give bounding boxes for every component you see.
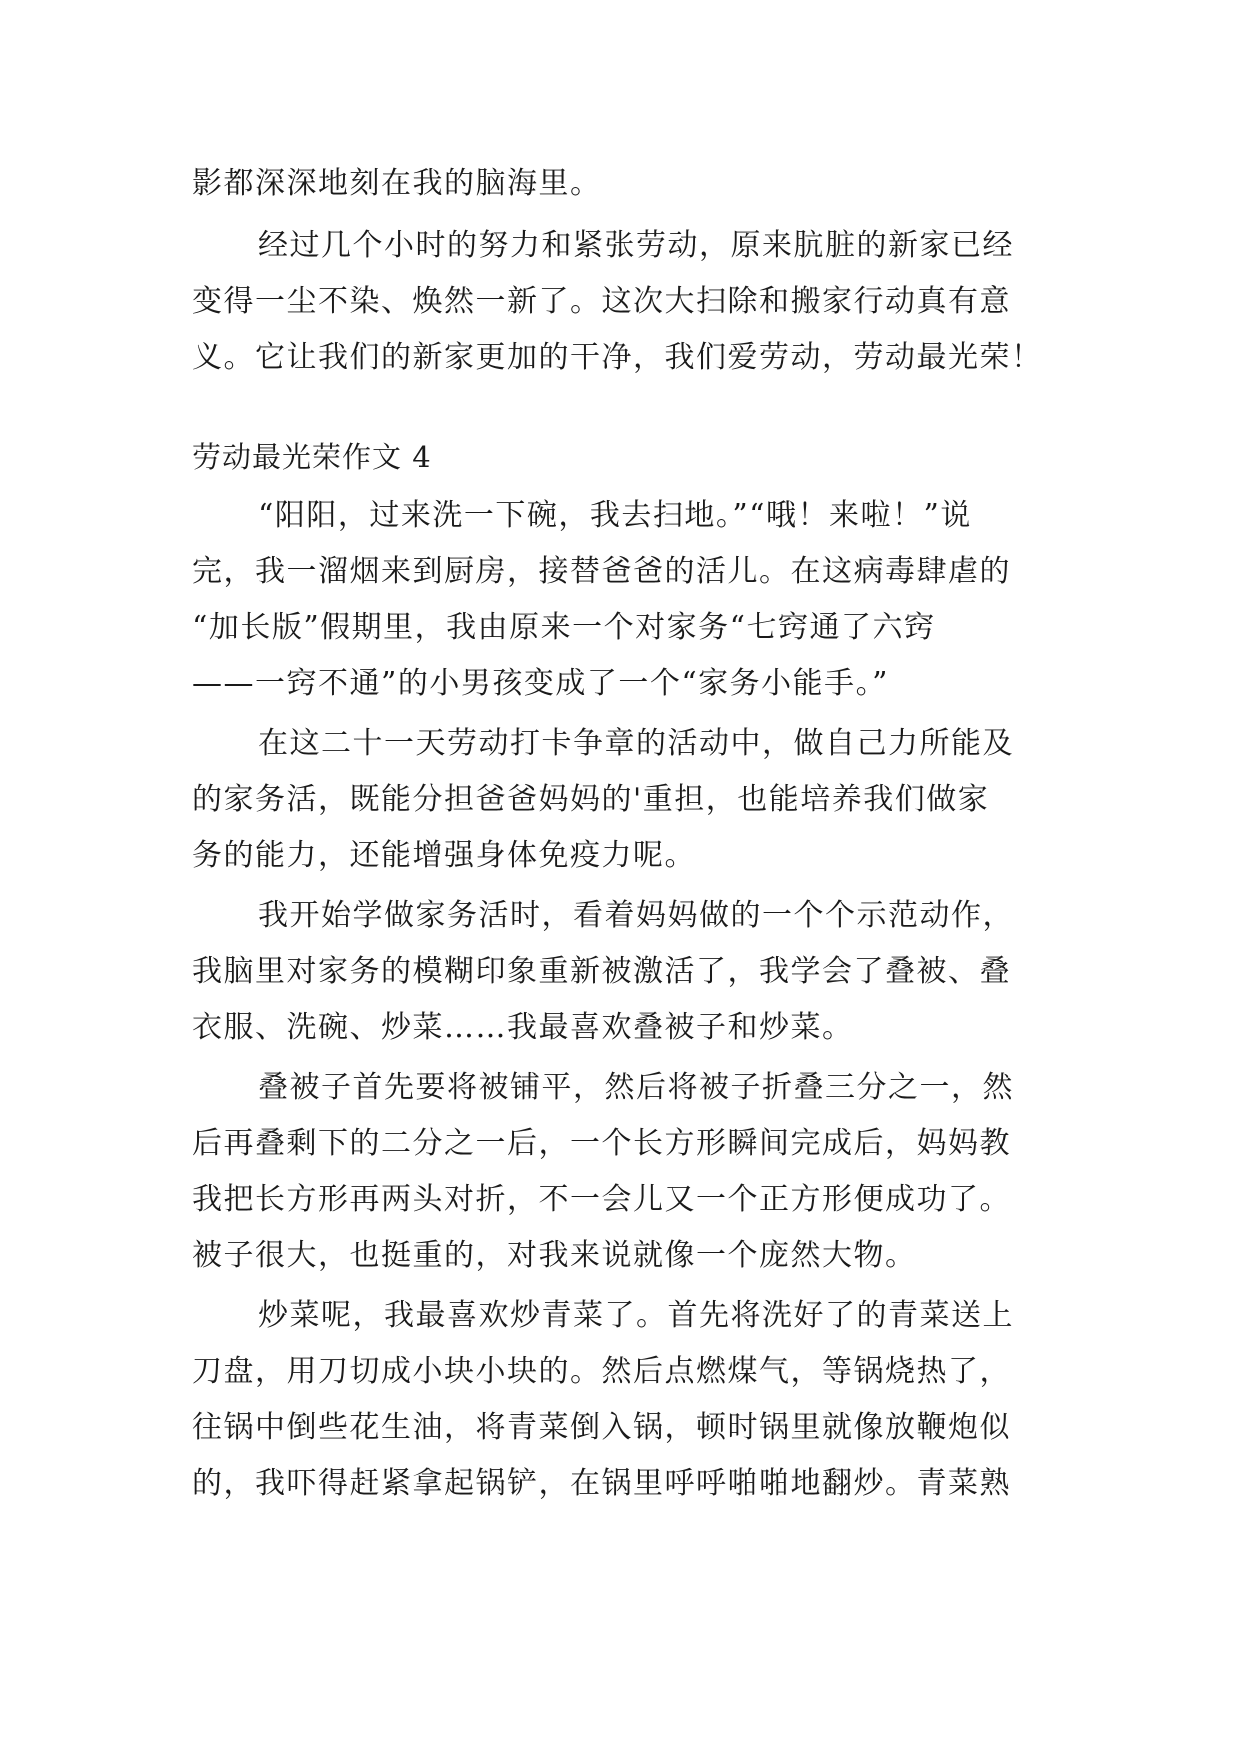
text-line: ——一窍不通”的小男孩变成了一个“家务小能手。” — [192, 666, 890, 701]
text-line: 影都深深地刻在我的脑海里。 — [192, 166, 602, 201]
text-line: 后再叠剩下的二分之一后，一个长方形瞬间完成后，妈妈教 — [192, 1126, 1011, 1161]
text-line: 务的能力，还能增强身体免疫力呢。 — [192, 838, 696, 873]
text-line: 刀盘，用刀切成小块小块的。然后点燃煤气，等锅烧热了， — [192, 1354, 1011, 1389]
paragraph-first-line: 在这二十一天劳动打卡争章的活动中，做自己力所能及 — [258, 726, 1014, 761]
text-line: 的家务活，既能分担爸爸妈妈的'重担，也能培养我们做家 — [192, 782, 990, 817]
paragraph-first-line: “阳阳，过来洗一下碗，我去扫地。”“哦！来啦！”说 — [258, 498, 972, 533]
text-line: 衣服、洗碗、炒菜……我最喜欢叠被子和炒菜。 — [192, 1010, 854, 1045]
paragraph-first-line: 叠被子首先要将被铺平，然后将被子折叠三分之一，然 — [258, 1070, 1014, 1105]
paragraph-first-line: 炒菜呢，我最喜欢炒青菜了。首先将洗好了的青菜送上 — [258, 1298, 1014, 1333]
section-heading: 劳动最光荣作文 4 — [192, 440, 432, 474]
text-line: 变得一尘不染、焕然一新了。这次大扫除和搬家行动真有意 — [192, 284, 1011, 319]
text-line: 我把长方形再两头对折，不一会儿又一个正方形便成功了。 — [192, 1182, 1011, 1217]
text-line: 义。它让我们的新家更加的干净，我们爱劳动，劳动最光荣！ — [192, 340, 1043, 375]
text-line: “加长版”假期里，我由原来一个对家务“七窍通了六窍 — [192, 610, 936, 645]
paragraph-first-line: 我开始学做家务活时，看着妈妈做的一个个示范动作， — [258, 898, 1014, 933]
text-line: 往锅中倒些花生油，将青菜倒入锅，顿时锅里就像放鞭炮似 — [192, 1410, 1011, 1445]
paragraph-first-line: 经过几个小时的努力和紧张劳动，原来肮脏的新家已经 — [258, 228, 1014, 263]
text-line: 被子很大，也挺重的，对我来说就像一个庞然大物。 — [192, 1238, 917, 1273]
text-line: 的，我吓得赶紧拿起锅铲，在锅里呼呼啪啪地翻炒。青菜熟 — [192, 1466, 1011, 1501]
text-line: 完，我一溜烟来到厨房，接替爸爸的活儿。在这病毒肆虐的 — [192, 554, 1011, 589]
text-line: 我脑里对家务的模糊印象重新被激活了，我学会了叠被、叠 — [192, 954, 1011, 989]
